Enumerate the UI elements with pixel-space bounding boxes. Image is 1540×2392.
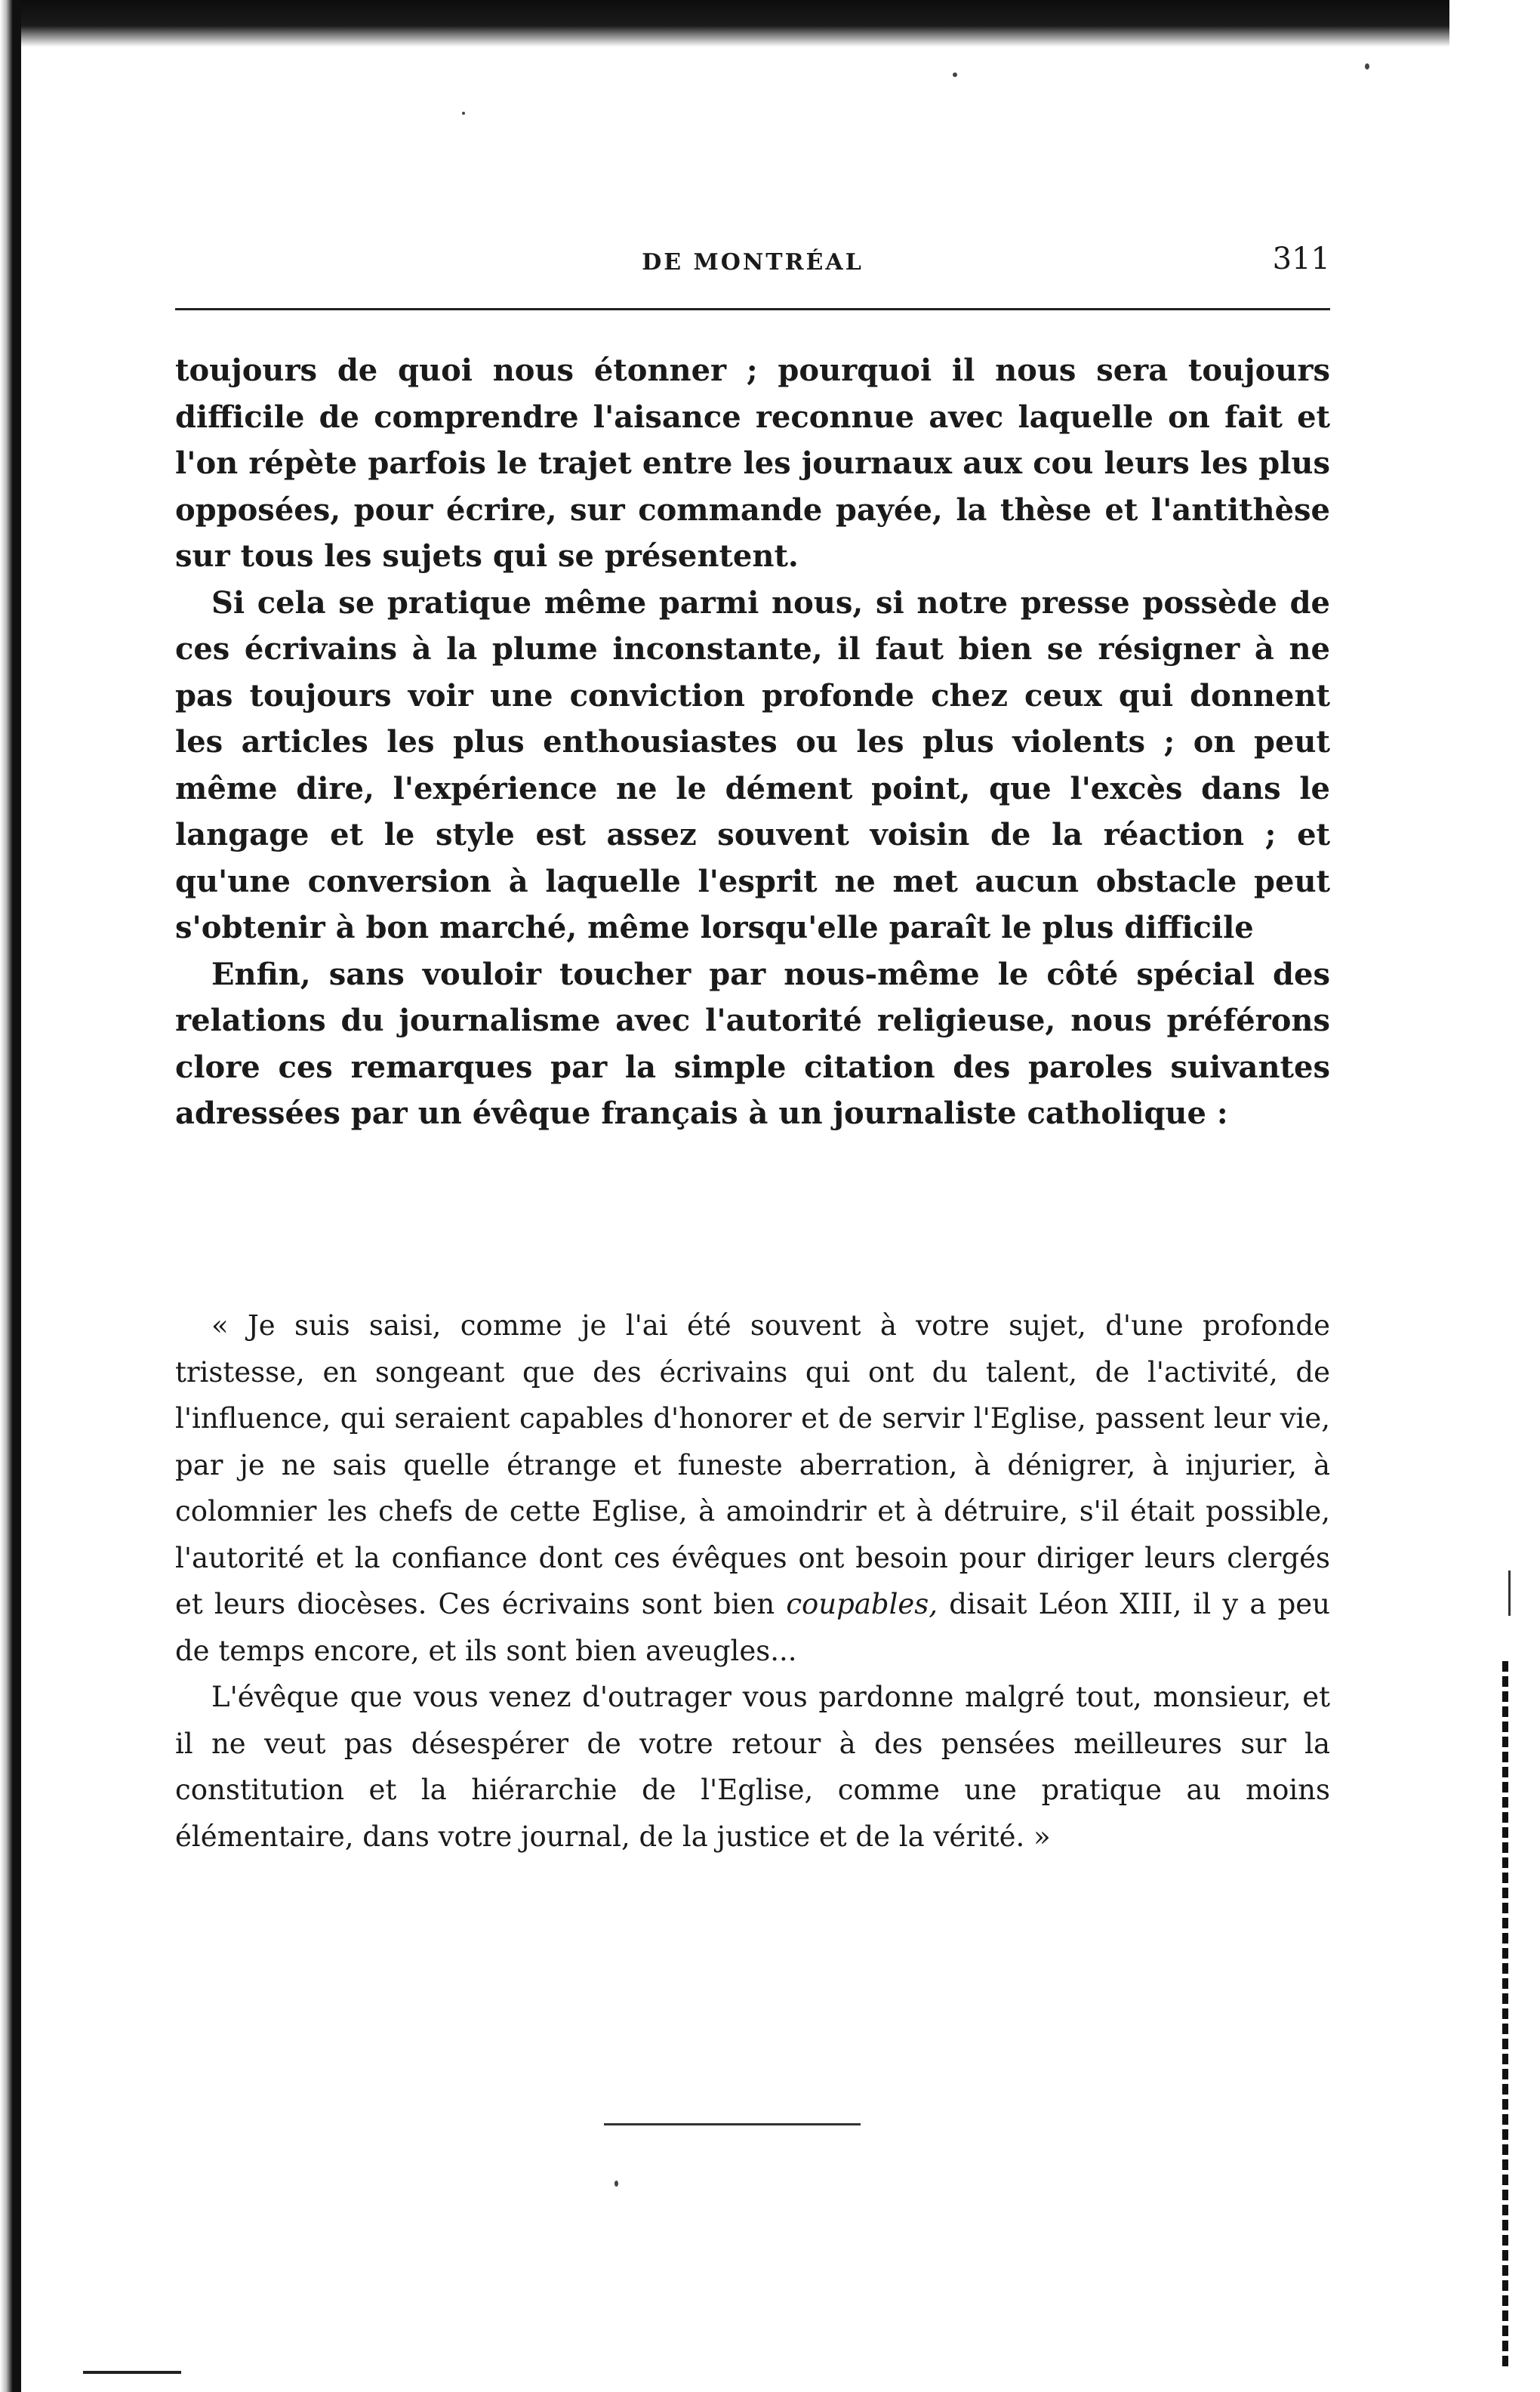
running-head xyxy=(175,242,1330,287)
quote-paragraph: L'évêque que vous venez d'outrager vous pardonne malgré tout, monsieur, et il ne veut pas désespérer de votre retour à des pensées meilleures sur la constitution et la hiérarchie de l'Eglise, comme une pratique au moins élémentaire, dans votre journal, de la justice et de la vérité. » xyxy=(175,1681,1330,1853)
body-text xyxy=(175,347,1330,1137)
scan-speck xyxy=(614,2181,618,2187)
end-rule xyxy=(604,2123,861,2125)
scan-border-top xyxy=(0,0,1449,47)
scan-speck xyxy=(1365,63,1369,69)
quote-text-part: disait Léon XIII, il y a peu de temps encore, et ils sont bien aveugles... xyxy=(175,1588,1330,1667)
scan-speck xyxy=(462,112,465,115)
scan-artifact-right xyxy=(1502,1661,1508,2371)
scan-artifact-right-small xyxy=(1508,1571,1511,1616)
running-title: DE MONTRÉAL xyxy=(642,249,864,276)
scan-border-left xyxy=(0,0,21,2392)
scan-speck xyxy=(953,72,957,77)
paragraph: Si cela se pratique même parmi nous, si notre presse possède de ces écrivains à la plume inconstante, il faut bien se résigner à ne pas toujours voir une conviction profonde chez ceux qui donnent les articles les plus enthousiastes ou les plus violents ; on peut même dire, l'expérience ne le dément point, que l'excès dans le langage et le style est assez souvent voisin de la réaction ; et qu'une conversion à laquelle l'esprit ne met aucun obstacle peut s'obtenir à bon marché, même lorsqu'elle paraît le plus difficile xyxy=(175,584,1330,945)
scan-artifact-bottom xyxy=(83,2371,181,2374)
quote-paragraph xyxy=(175,1302,1330,1674)
quote-text-part: « Je suis saisi, comme je l'ai été souvent à votre sujet, d'une profonde tristesse, en songeant que des écrivains qui ont du talent, de l'activité, de l'influence, qui seraient capables d'honorer et de servir l'Eglise, passent leur vie, par je ne sais quelle étrange et funeste aberration, à dénigrer, à injurier, à colomnier les chefs de cette Eglise, à amoindrir et à détruire, s'il était possible, l'autorité et la confiance dont ces évêques ont besoin pour diriger leurs clergés et leurs diocèses. Ces écrivains sont bien xyxy=(175,1309,1330,1620)
quotation xyxy=(175,1302,1330,1860)
header-rule xyxy=(175,308,1330,310)
paragraph: Enfin, sans vouloir toucher par nous-même le côté spécial des relations du journalisme avec l'autorité religieuse, nous préférons clore ces remarques par la simple citation des paroles suivantes adressées par un évêque français à un journaliste catholique : xyxy=(175,956,1330,1131)
paragraph-continuation: toujours de quoi nous étonner ; pourquoi il nous sera toujours difficile de comprendre l'aisance reconnue avec laquelle on fait et l'on répète parfois le trajet entre les journaux aux cou leurs les plus opposées, pour écrire, sur commande payée, la thèse et l'antithèse sur tous les sujets qui se présentent. xyxy=(175,353,1330,574)
quote-emphasis: coupables, xyxy=(786,1588,938,1620)
page-number: 311 xyxy=(1272,242,1330,276)
